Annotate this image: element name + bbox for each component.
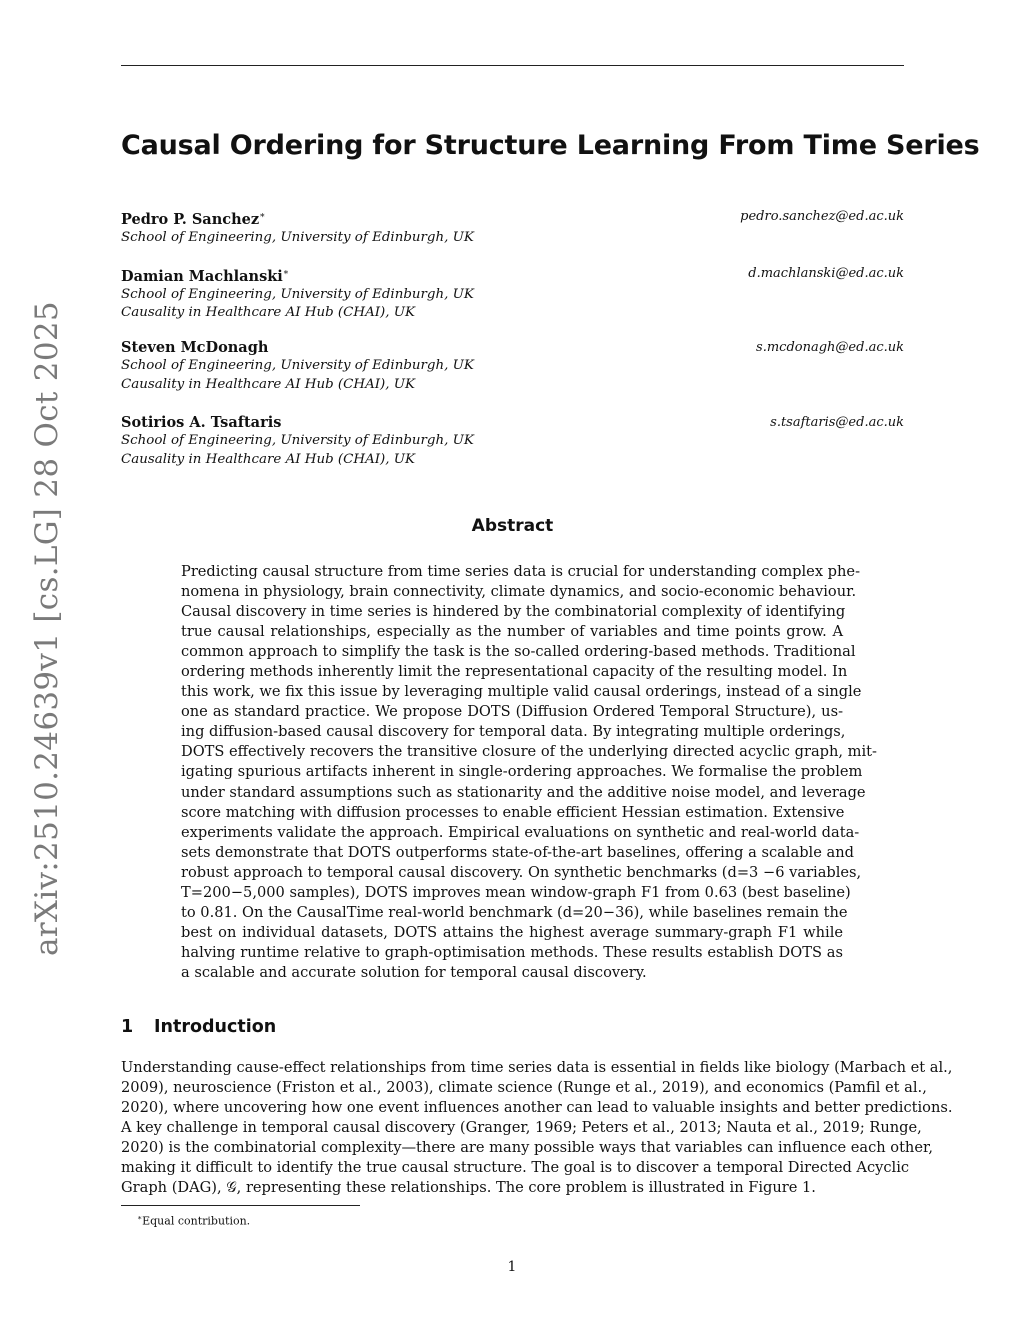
abstract-line: to 0.81. On the CausalTime real-world benchmark (d=20−36), while baselines remain the (181, 903, 848, 921)
intro-line: Understanding cause-effect relationships from time series data is essential in fields like biology (Marbach et al., (121, 1059, 953, 1076)
section-heading (121, 1015, 276, 1039)
abstract-line: a scalable and accurate solution for temporal causal discovery. (181, 963, 647, 981)
abstract-line: true causal relationships, especially as the number of variables and time points grow. A (181, 623, 843, 641)
equal-contribution-mark: ∗ (259, 211, 266, 221)
author-email[interactable]: d.machlanski@ed.ac.uk (748, 266, 904, 281)
author-name: Steven McDonagh (121, 339, 269, 356)
section-title: Introduction (154, 1017, 277, 1037)
arxiv-identifier-watermark[interactable]: arXiv:2510.24639v1 [cs.LG] 28 Oct 2025 (29, 301, 65, 956)
intro-line: 2020) is the combinatorial complexity—there are many possible ways that variables can influence each other, (121, 1139, 933, 1157)
equal-contribution-mark: ∗ (282, 268, 289, 278)
author-name: Pedro P. Sanchez∗ (121, 210, 266, 228)
author-affiliation: School of Engineering, University of Edinburgh, UK (121, 286, 474, 302)
abstract-line: Causal discovery in time series is hindered by the combinatorial complexity of identifying (181, 603, 846, 621)
abstract-line: robust approach to temporal causal discovery. On synthetic benchmarks (d=3 −6 variables, (181, 863, 862, 881)
abstract-line: nomena in physiology, brain connectivity, climate dynamics, and socio-economic behaviour. (181, 583, 857, 601)
footnote-text: Equal contribution. (142, 1214, 251, 1228)
abstract-line: best on individual datasets, DOTS attains the highest average summary-graph F1 while (181, 923, 843, 941)
footnote-rule (121, 1205, 360, 1206)
abstract-line: ing diffusion-based causal discovery for temporal data. By integrating multiple orderings, (181, 723, 846, 741)
author-block (121, 413, 904, 469)
abstract-heading: Abstract (471, 516, 554, 536)
author-name: Damian Machlanski∗ (121, 267, 289, 285)
author-email[interactable]: s.mcdonagh@ed.ac.uk (756, 340, 904, 355)
abstract-line: igating spurious artifacts inherent in single-ordering approaches. We formalise the problem (181, 763, 863, 781)
abstract-line: halving runtime relative to graph-optimisation methods. These results establish DOTS as (181, 943, 843, 961)
author-block (121, 338, 904, 394)
footnote (137, 1210, 250, 1229)
footnote-mark: ∗ (137, 1213, 143, 1222)
author-affiliation: School of Engineering, University of Edinburgh, UK (121, 358, 474, 373)
abstract-line: Predicting causal structure from time series data is crucial for understanding complex phe- (181, 563, 860, 580)
abstract-line: experiments validate the approach. Empirical evaluations on synthetic and real-world data- (181, 823, 860, 841)
abstract-line: under standard assumptions such as stationarity and the additive noise model, and leverage (181, 783, 866, 801)
top-rule (121, 65, 904, 66)
abstract-line: sets demonstrate that DOTS outperforms state-of-the-art baselines, offering a scalable and (181, 843, 854, 861)
page-number: 1 (507, 1259, 517, 1275)
abstract-body (181, 562, 877, 983)
paper-title: Causal Ordering for Structure Learning From Time Series (121, 130, 980, 161)
intro-line: Graph (DAG), 𝒢, representing these relationships. The core problem is illustrated in Figure 1. (121, 1179, 816, 1197)
abstract-line: this work, we fix this issue by leveraging multiple valid causal orderings, instead of a single (181, 683, 862, 701)
abstract-line: one as standard practice. We propose DOTS (Diffusion Ordered Temporal Structure), us- (181, 703, 843, 721)
author-affiliation: School of Engineering, University of Edinburgh, UK (121, 433, 474, 448)
intro-line: 2009), neuroscience (Friston et al., 2003), climate science (Runge et al., 2019), and economics (Pamfil et al., (121, 1079, 927, 1097)
author-affiliation: Causality in Healthcare AI Hub (CHAI), UK (121, 376, 416, 392)
abstract-line: T=200−5,000 samples), DOTS improves mean window-graph F1 from 0.63 (best baseline) (181, 883, 851, 901)
author-affiliation: Causality in Healthcare AI Hub (CHAI), UK (121, 305, 416, 321)
author-email[interactable]: pedro.sanchez@ed.ac.uk (740, 209, 904, 224)
author-email[interactable]: s.tsaftaris@ed.ac.uk (770, 415, 904, 430)
author-affiliation: School of Engineering, University of Edinburgh, UK (121, 229, 474, 245)
abstract-line: score matching with diffusion processes to enable efficient Hessian estimation. Extensive (181, 803, 845, 821)
abstract-line: ordering methods inherently limit the representational capacity of the resulting model. In (181, 663, 848, 681)
intro-line: 2020), where uncovering how one event influences another can lead to valuable insights and better predictions. (121, 1099, 953, 1117)
author-block (121, 207, 904, 247)
author-affiliation: Causality in Healthcare AI Hub (CHAI), UK (121, 451, 416, 467)
abstract-line: common approach to simplify the task is the so-called ordering-based methods. Traditional (181, 643, 856, 661)
section-number: 1 (121, 1017, 134, 1037)
introduction-body (121, 1058, 953, 1198)
abstract-line: DOTS effectively recovers the transitive closure of the underlying directed acyclic graph, mit- (181, 743, 877, 761)
intro-line: making it difficult to identify the true causal structure. The goal is to discover a temporal Directed Acyclic (121, 1159, 910, 1177)
author-name: Sotirios A. Tsaftaris (121, 414, 282, 431)
author-block (121, 264, 904, 323)
intro-line: A key challenge in temporal causal discovery (Granger, 1969; Peters et al., 2013; Nauta et al., 2019; Runge, (121, 1119, 922, 1137)
